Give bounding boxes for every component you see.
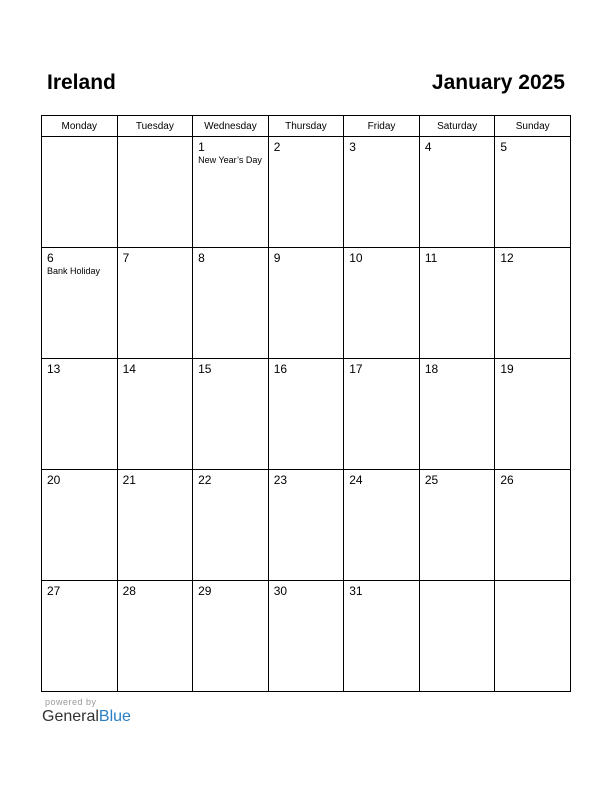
day-number: 27: [47, 584, 61, 598]
week-row: [42, 248, 571, 359]
day-cell: [495, 137, 571, 248]
day-cell: [42, 248, 118, 359]
day-cell: [419, 470, 495, 581]
day-number: 20: [47, 473, 61, 487]
day-number: 8: [198, 251, 205, 265]
day-number: 6: [47, 251, 54, 265]
day-number: 23: [273, 473, 288, 487]
week-row: [42, 137, 571, 248]
day-number: 7: [122, 251, 130, 265]
day-number: 12: [500, 251, 514, 265]
day-cell: [42, 581, 118, 692]
day-cell: [419, 581, 495, 692]
day-cell: [495, 359, 571, 470]
day-number: 21: [122, 473, 136, 487]
day-cell: [117, 359, 193, 470]
day-cell: [495, 581, 571, 692]
day-cell: [495, 248, 571, 359]
day-cell: [117, 470, 193, 581]
day-cell: [193, 248, 269, 359]
day-number: 25: [424, 473, 439, 487]
weekday-header: Thursday: [268, 116, 344, 137]
holiday-label: New Year’s Day: [198, 155, 262, 165]
day-cell: [344, 248, 420, 359]
day-cell: [344, 137, 420, 248]
day-number: 19: [500, 362, 514, 376]
week-row: [42, 470, 571, 581]
day-number: 18: [424, 362, 439, 376]
day-cell: [268, 470, 344, 581]
day-cell: [344, 470, 420, 581]
weekday-header: Saturday: [419, 116, 495, 137]
day-number: 2: [273, 140, 281, 154]
weekday-header: Friday: [344, 116, 420, 137]
day-cell: [117, 581, 193, 692]
brand-general-text: General: [42, 708, 99, 725]
day-cell: [193, 581, 269, 692]
day-number: 29: [198, 584, 212, 598]
day-number: 10: [349, 251, 363, 265]
day-cell: [193, 359, 269, 470]
month-title: January 2025: [431, 71, 565, 94]
day-number: 3: [349, 140, 356, 154]
day-cell: [268, 137, 344, 248]
week-row: [42, 359, 571, 470]
day-number: 17: [349, 362, 363, 376]
day-cell: [344, 359, 420, 470]
brand-blue-text: Blue: [98, 708, 131, 725]
day-number: 31: [349, 584, 363, 598]
day-cell: [117, 137, 193, 248]
weekday-header: Sunday: [495, 116, 571, 137]
day-cell: [344, 581, 420, 692]
day-number: 13: [47, 362, 61, 376]
day-cell: [117, 248, 193, 359]
day-cell: [193, 470, 269, 581]
day-number: 14: [122, 362, 136, 376]
day-cell: [193, 137, 269, 248]
day-cell: [42, 470, 118, 581]
day-number: 30: [273, 584, 288, 598]
day-cell: [419, 248, 495, 359]
day-number: 15: [198, 362, 212, 376]
day-number: 28: [122, 584, 136, 598]
day-cell: [42, 137, 118, 248]
day-number: 11: [424, 251, 438, 265]
day-number: 24: [349, 473, 363, 487]
day-cell: [268, 581, 344, 692]
day-number: 5: [500, 140, 508, 154]
week-row: [42, 581, 571, 692]
day-number: 4: [424, 140, 432, 154]
day-cell: [268, 359, 344, 470]
day-number: 22: [198, 473, 212, 487]
country-title: Ireland: [47, 71, 116, 94]
day-cell: [495, 470, 571, 581]
weekday-header-row: [42, 116, 571, 137]
weekday-header: Monday: [42, 116, 118, 137]
day-number: 9: [273, 251, 281, 265]
day-cell: [419, 137, 495, 248]
day-number: 26: [500, 473, 514, 487]
day-cell: [42, 359, 118, 470]
powered-by-label: powered by: [45, 697, 97, 707]
generalblue-logo[interactable]: [42, 708, 131, 726]
calendar-grid: [41, 115, 571, 692]
day-number: 1: [198, 140, 205, 154]
day-cell: [419, 359, 495, 470]
day-cell: [268, 248, 344, 359]
day-number: 16: [273, 362, 288, 376]
holiday-label: Bank Holiday: [47, 266, 101, 276]
weekday-header: Tuesday: [117, 116, 193, 137]
weekday-header: Wednesday: [193, 116, 269, 137]
